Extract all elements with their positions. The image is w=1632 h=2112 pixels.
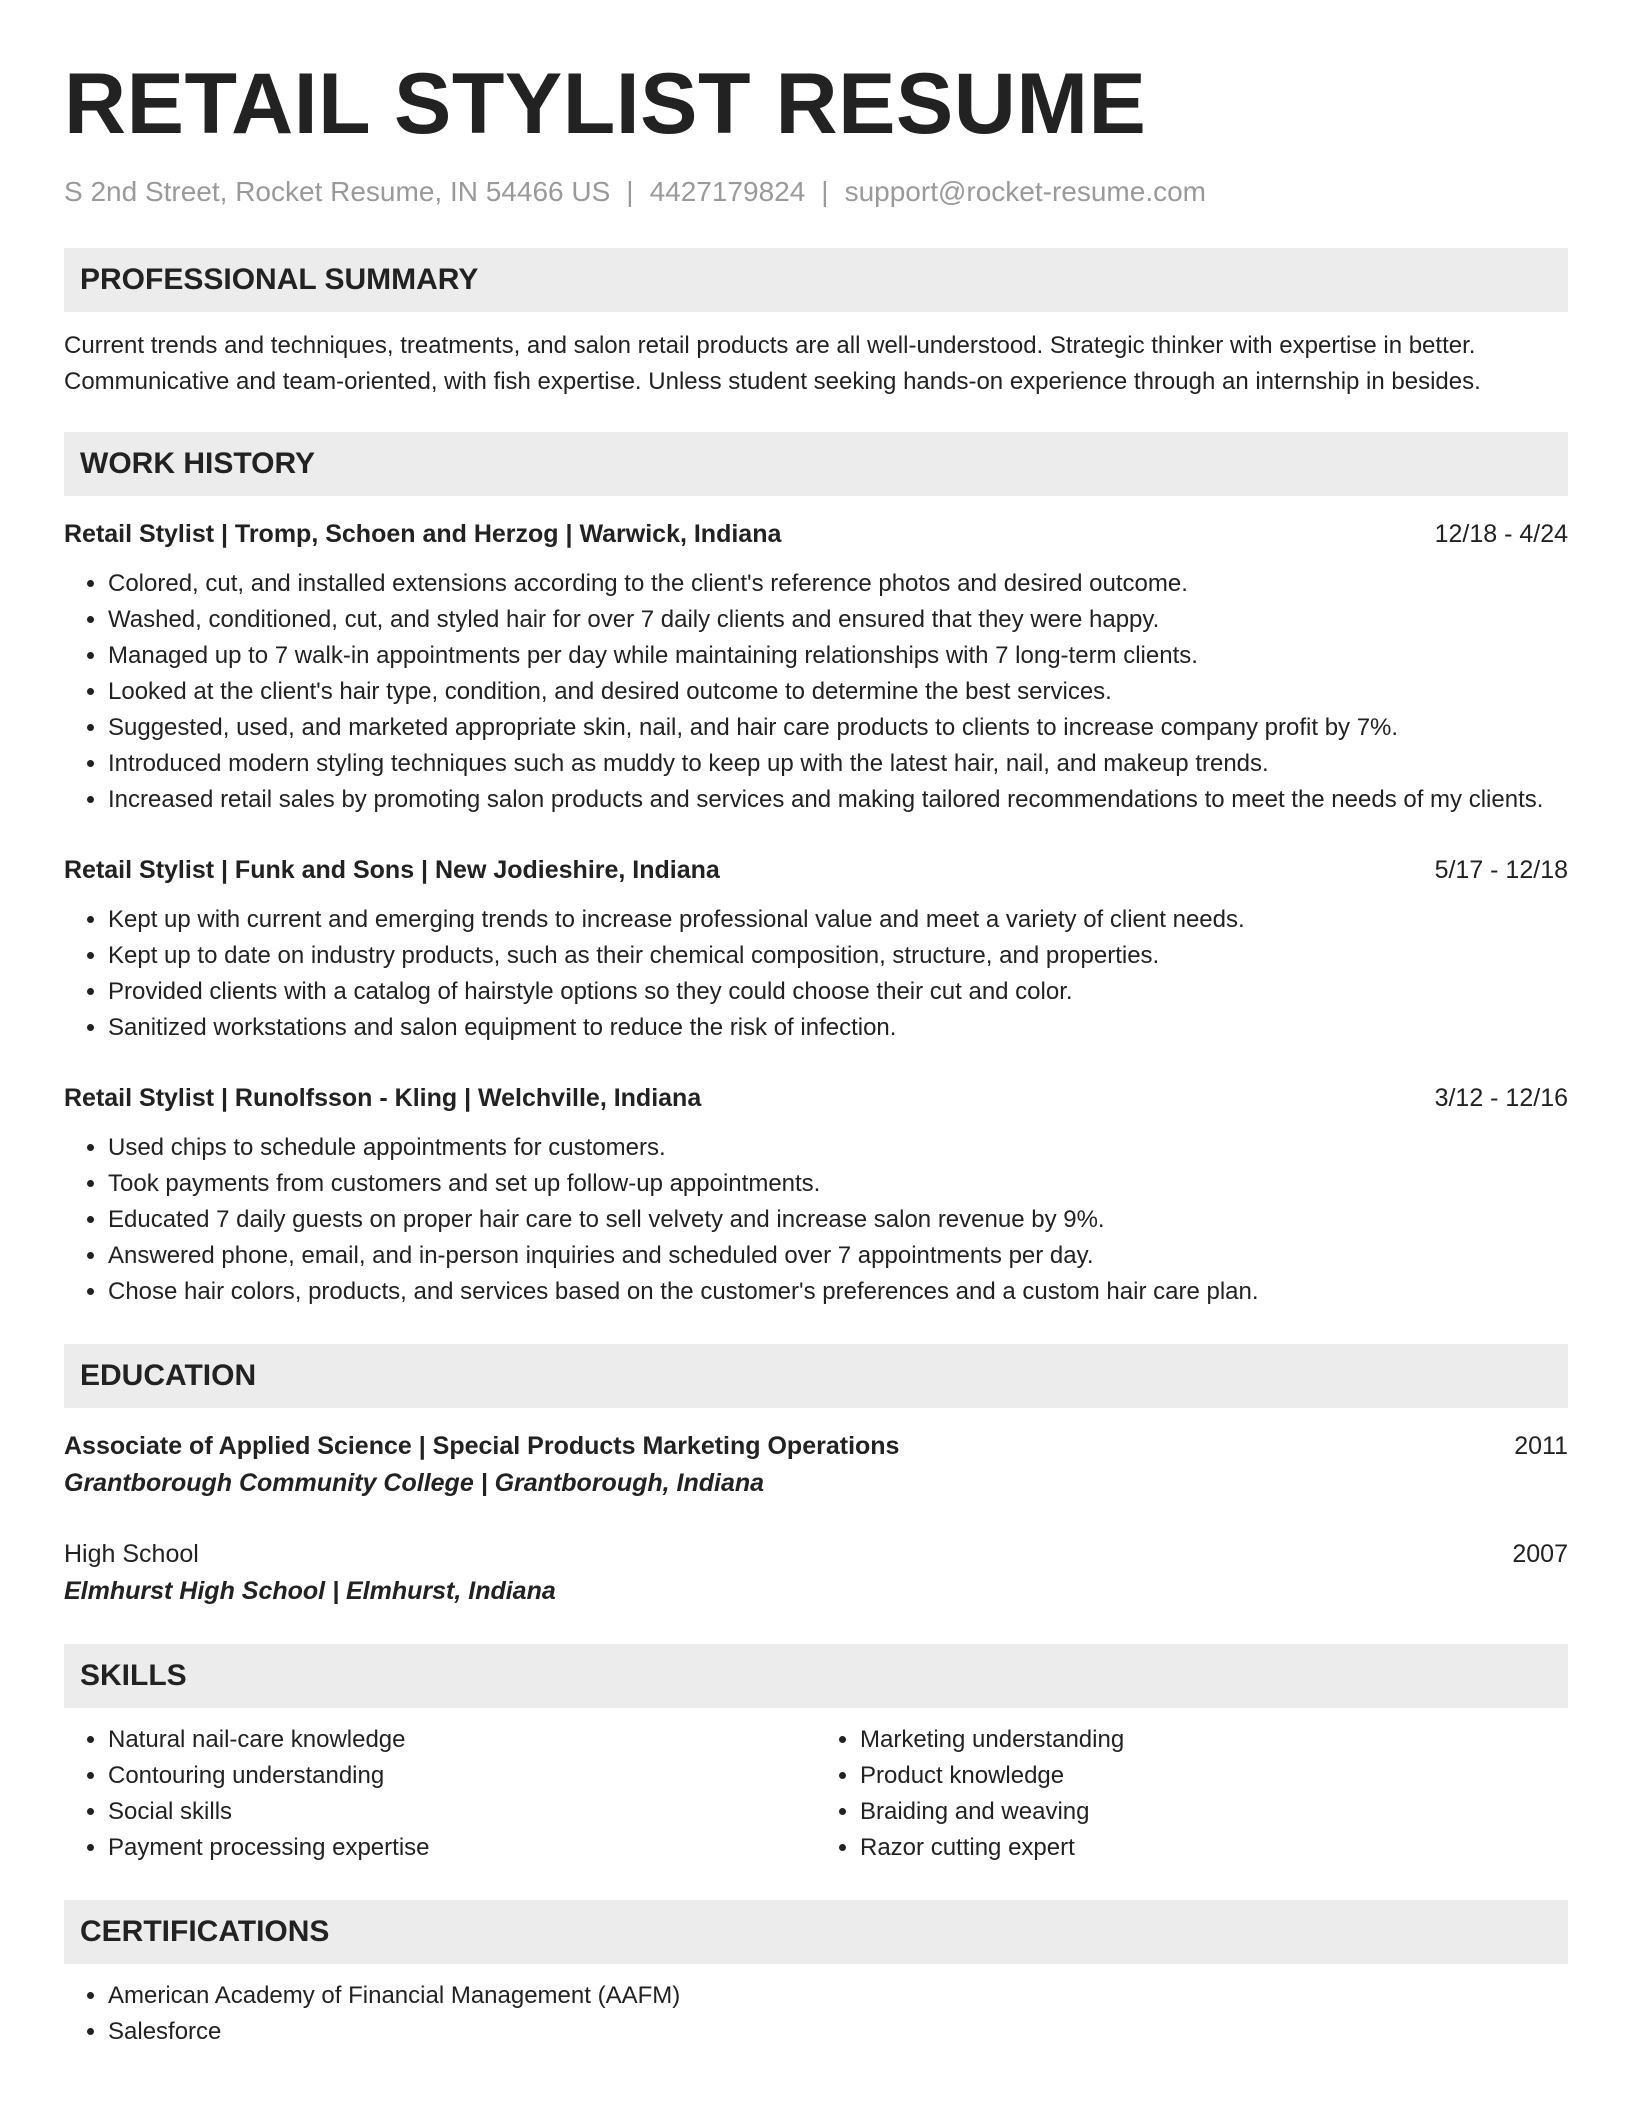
education-school: Grantborough Community College | Grantborough, Indiana <box>64 1469 765 1497</box>
certifications-heading: CERTIFICATIONS <box>64 1900 1568 1964</box>
education-school: Elmhurst High School | Elmhurst, Indiana <box>64 1577 556 1605</box>
education-year: 2011 <box>1514 1432 1568 1460</box>
education-heading: EDUCATION <box>64 1344 1568 1408</box>
education-entry <box>64 1536 1568 1610</box>
job-bullet: • Managed up to 7 walk-in appointments per day while maintaining relationships with 7 long-term clients. <box>108 638 1568 674</box>
job-bullet: • Introduced modern styling techniques such as muddy to keep up with the latest hair, nail, and makeup trends. <box>108 746 1568 782</box>
job-bullet: • Used chips to schedule appointments for customers. <box>108 1130 1568 1166</box>
summary-text: Current trends and techniques, treatments, and salon retail products are all well-understood. Strategic thinker with expertise in better. Communicative and team-oriented, with fish expertise. Unless student seeking hands-on experience through an internship in besides. <box>64 332 1481 395</box>
certification-item: • Salesforce <box>108 2014 1568 2050</box>
skill-item: • Contouring understanding <box>108 1758 816 1794</box>
job-bullet: • Educated 7 daily guests on proper hair care to sell velvety and increase salon revenue by 9%. <box>108 1202 1568 1238</box>
job-dates: 3/12 - 12/16 <box>1434 1084 1568 1112</box>
job-bullet: • Looked at the client's hair type, condition, and desired outcome to determine the best services. <box>108 674 1568 710</box>
job-entry <box>64 516 1568 818</box>
job-entry <box>64 852 1568 1046</box>
contact-address: S 2nd Street, Rocket Resume, IN 54466 US <box>64 176 611 207</box>
job-bullet: • Colored, cut, and installed extensions according to the client's reference photos and desired outcome. <box>108 566 1568 602</box>
job-bullet: • Answered phone, email, and in-person inquiries and scheduled over 7 appointments per day. <box>108 1238 1568 1274</box>
certifications-section <box>64 1900 1568 2050</box>
job-bullet: • Washed, conditioned, cut, and styled hair for over 7 daily clients and ensured that they were happy. <box>108 602 1568 638</box>
skill-item: • Social skills <box>108 1794 816 1830</box>
education-entry <box>64 1428 1568 1502</box>
summary-heading: PROFESSIONAL SUMMARY <box>64 248 1568 312</box>
summary-section <box>64 248 1568 400</box>
job-bullets <box>64 1130 1568 1310</box>
skills-heading: SKILLS <box>64 1644 1568 1708</box>
job-bullet: • Increased retail sales by promoting salon products and services and making tailored recommendations to meet the needs of my clients. <box>108 782 1568 818</box>
education-degree: High School <box>64 1540 199 1568</box>
job-bullet: • Took payments from customers and set up follow-up appointments. <box>108 1166 1568 1202</box>
job-bullets <box>64 902 1568 1046</box>
skills-section <box>64 1644 1568 1866</box>
job-bullet: • Chose hair colors, products, and services based on the customer's preferences and a custom hair care plan. <box>108 1274 1568 1310</box>
education-year: 2007 <box>1512 1540 1568 1568</box>
job-bullet: • Provided clients with a catalog of hairstyle options so they could choose their cut and color. <box>108 974 1568 1010</box>
contact-separator: | <box>626 176 634 207</box>
skills-list-right <box>816 1722 1568 1866</box>
skills-list-left <box>64 1722 816 1866</box>
job-bullet: • Suggested, used, and marketed appropriate skin, nail, and hair care products to clients to increase company profit by 7%. <box>108 710 1568 746</box>
job-title: Retail Stylist | Tromp, Schoen and Herzog | Warwick, Indiana <box>64 520 782 548</box>
work-history-heading: WORK HISTORY <box>64 432 1568 496</box>
job-title: Retail Stylist | Runolfsson - Kling | Welchville, Indiana <box>64 1084 702 1112</box>
education-degree: Associate of Applied Science | Special Products Marketing Operations <box>64 1432 900 1460</box>
contact-email: support@rocket-resume.com <box>844 176 1207 207</box>
job-bullet: • Kept up with current and emerging trends to increase professional value and meet a variety of client needs. <box>108 902 1568 938</box>
skill-item: • Payment processing expertise <box>108 1830 816 1866</box>
job-entry <box>64 1080 1568 1310</box>
contact-line <box>64 174 1568 210</box>
contact-separator: | <box>821 176 829 207</box>
job-bullet: • Sanitized workstations and salon equipment to reduce the risk of infection. <box>108 1010 1568 1046</box>
certification-item: • American Academy of Financial Management (AAFM) <box>108 1978 1568 2014</box>
skill-item: • Natural nail-care knowledge <box>108 1722 816 1758</box>
skill-item: • Braiding and weaving <box>860 1794 1568 1830</box>
skill-item: • Product knowledge <box>860 1758 1568 1794</box>
skill-item: • Razor cutting expert <box>860 1830 1568 1866</box>
skills-columns <box>64 1708 1568 1866</box>
education-section <box>64 1344 1568 1610</box>
skill-item: • Marketing understanding <box>860 1722 1568 1758</box>
contact-phone: 4427179824 <box>649 176 806 207</box>
job-bullet: • Kept up to date on industry products, such as their chemical composition, structure, and properties. <box>108 938 1568 974</box>
work-history-section <box>64 432 1568 1310</box>
resume-title: RETAIL STYLIST RESUME <box>64 56 1147 152</box>
certifications-list <box>64 1978 1568 2050</box>
job-dates: 12/18 - 4/24 <box>1434 520 1568 548</box>
job-bullets <box>64 566 1568 818</box>
job-dates: 5/17 - 12/18 <box>1434 856 1568 884</box>
job-title: Retail Stylist | Funk and Sons | New Jodieshire, Indiana <box>64 856 720 884</box>
